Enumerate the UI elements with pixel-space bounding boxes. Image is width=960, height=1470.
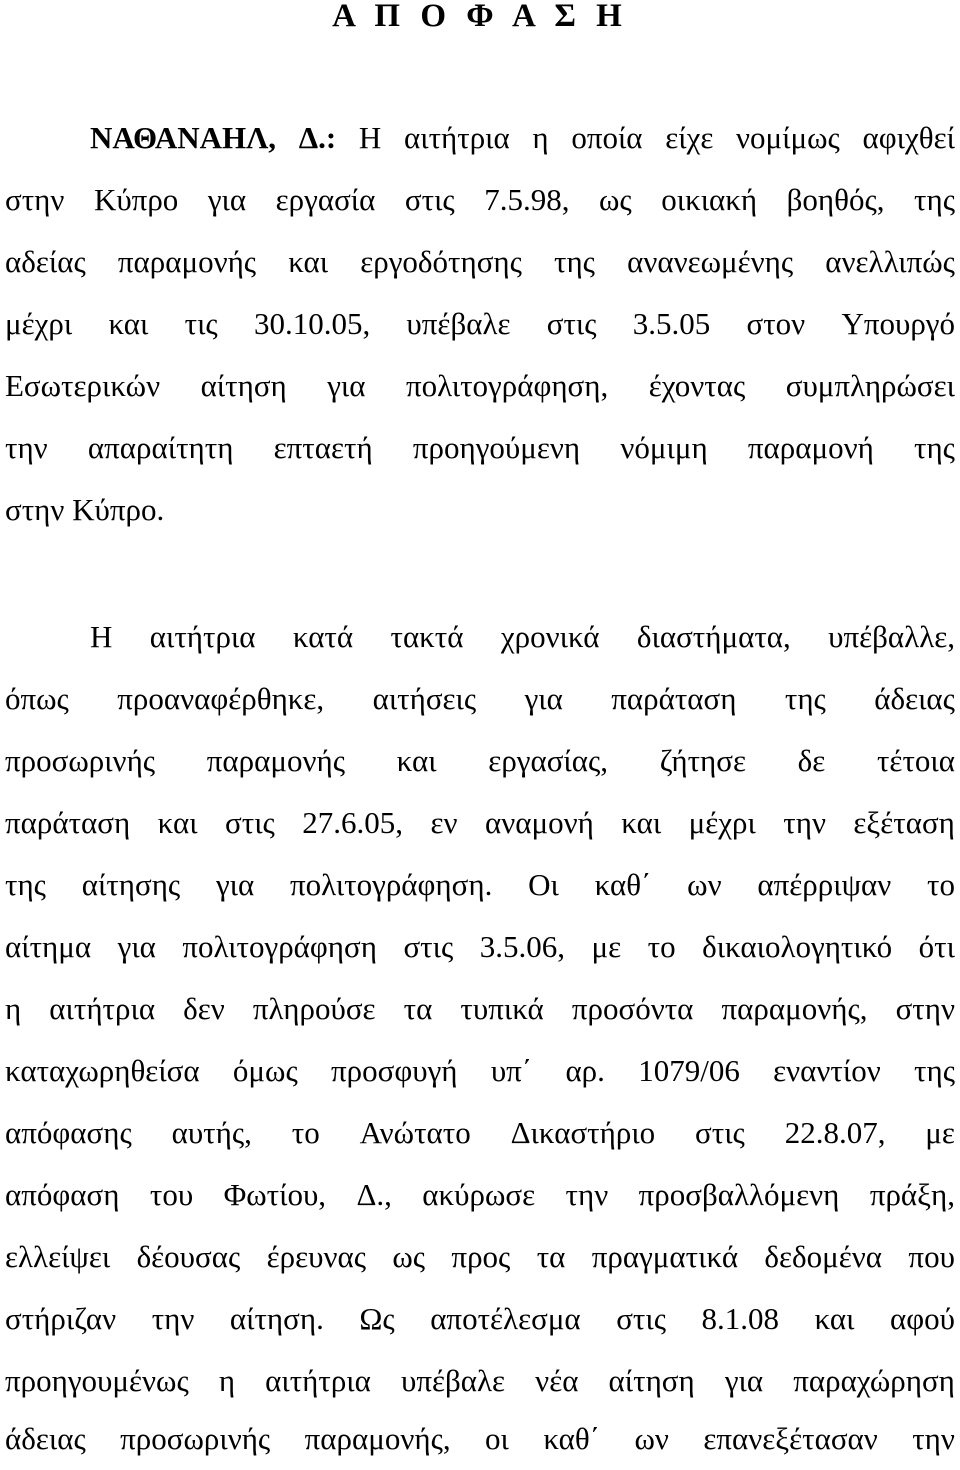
paragraph-2-line-1: Η αιτήτρια κατά τακτά χρονικά διαστήματα, υπέβαλλε, [90, 619, 955, 654]
paragraph-2-line-10: απόφαση του Φωτίου, Δ., ακύρωσε την προσβαλλόμενη πράξη, [5, 1177, 955, 1212]
paragraph-2-line-12: στήριζαν την αίτηση. Ως αποτέλεσμα στις 8.1.08 και αφού [5, 1301, 955, 1336]
paragraph-2-line-6: αίτημα για πολιτογράφηση στις 3.5.06, με το δικαιολογητικό ότι [5, 929, 955, 964]
paragraph-2-line-8: καταχωρηθείσα όμως προσφυγή υπ΄ αρ. 1079/06 εναντίον της [5, 1053, 955, 1088]
paragraph-2-line-13: προηγουμένως η αιτήτρια υπέβαλε νέα αίτηση για παραχώρηση [5, 1363, 955, 1398]
paragraph-2-line-5: της αίτησης για πολιτογράφηση. Οι καθ΄ ων απέρριψαν το [5, 867, 955, 902]
paragraph-1-line-3: αδείας παραμονής και εργοδότησης της ανανεωμένης ανελλιπώς [5, 244, 955, 279]
paragraph-2-line-7: η αιτήτρια δεν πληρούσε τα τυπικά προσόντα παραμονής, στην [5, 991, 955, 1026]
document-title: Α Π Ο Φ Α Σ Η [332, 0, 628, 34]
paragraph-2-line-11: ελλείψει δέουσας έρευνας ως προς τα πραγματικά δεδομένα που [5, 1239, 955, 1274]
paragraph-2-line-9: απόφασης αυτής, το Ανώτατο Δικαστήριο στις 22.8.07, με [5, 1115, 955, 1150]
paragraph-2-line-4: παράταση και στις 27.6.05, εν αναμονή και μέχρι την εξέταση [5, 805, 955, 840]
paragraph-2-line-3: προσωρινής παραμονής και εργασίας, ζήτησε δε τέτοια [5, 743, 955, 778]
paragraph-2-line-14: άδειας προσωρινής παραμονής, οι καθ΄ ων επανεξέτασαν την [5, 1421, 955, 1456]
paragraph-1-line-6: την απαραίτητη επταετή προηγούμενη νόμιμη παραμονή της [5, 430, 955, 465]
paragraph-1-line-2: στην Κύπρο για εργασία στις 7.5.98, ως οικιακή βοηθός, της [5, 182, 955, 217]
paragraph-2-line-2: όπως προαναφέρθηκε, αιτήσεις για παράταση της άδειας [5, 681, 955, 716]
paragraph-1-line-1: ΝΑΘΑΝΑΗΛ, Δ.: Η αιτήτρια η οποία είχε νομίμως αφιχθεί [90, 120, 955, 155]
paragraph-1-line-4: μέχρι και τις 30.10.05, υπέβαλε στις 3.5.05 στον Υπουργό [5, 306, 955, 341]
paragraph-1-line-5: Εσωτερικών αίτηση για πολιτογράφηση, έχοντας συμπληρώσει [5, 368, 955, 403]
paragraph-1-line-7: στην Κύπρο. [5, 492, 165, 527]
